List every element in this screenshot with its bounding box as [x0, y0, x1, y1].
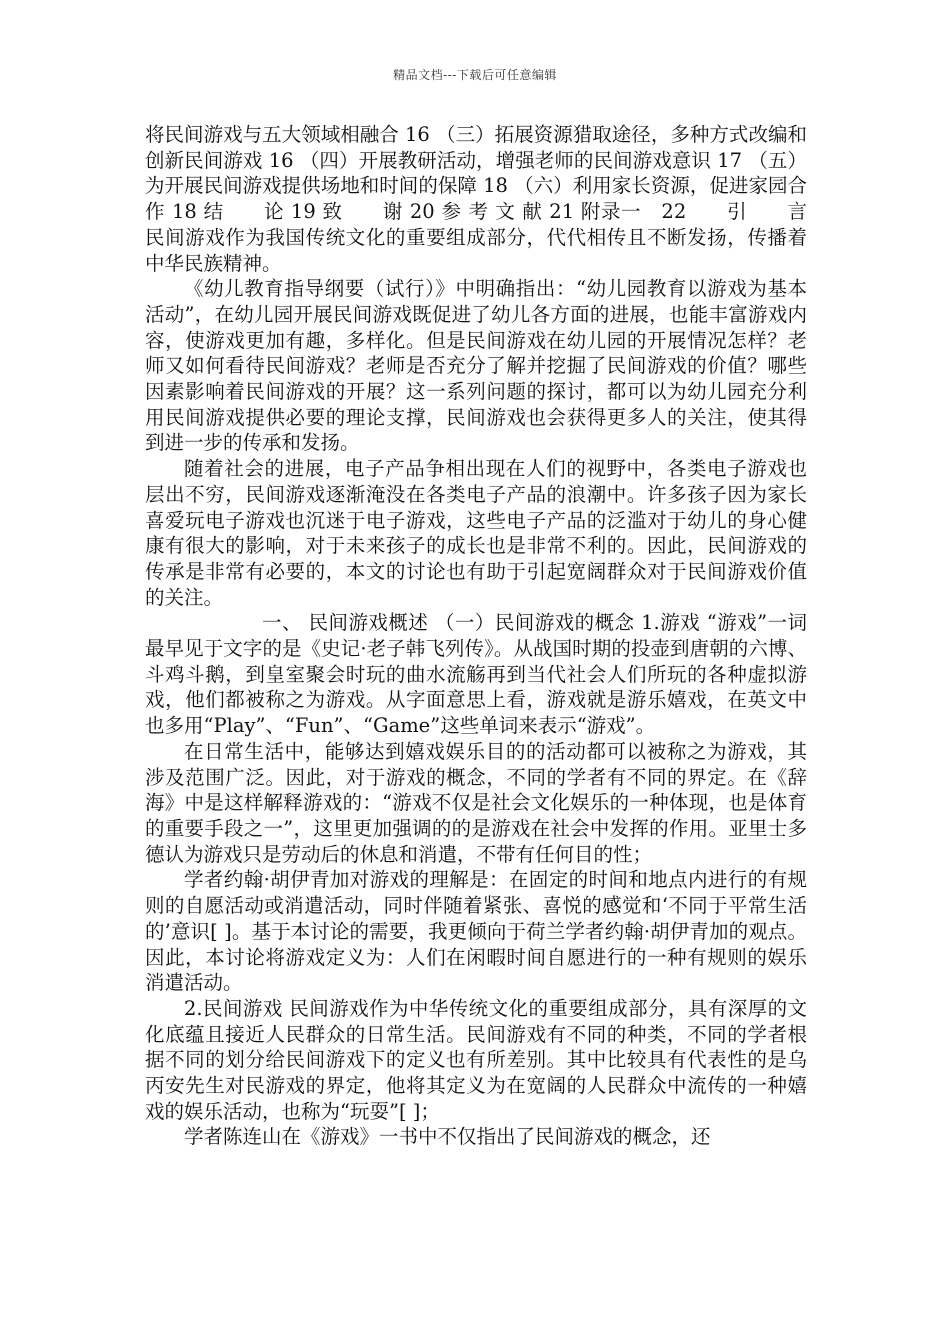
body-paragraph: 随着社会的进展，电子产品争相出现在人们的视野中，各类电子游戏也层出不穷，民间游戏逐渐淹没在各类电子产品的浪潮中。许多孩子因为家长喜爱玩电子游戏也沉迷于电子游戏，这些电子产品的泛滥对于幼儿的身心健康有很大的影响，对于未来孩子的成长也是非常不利的。因此，民间游戏的传承是非常有必要的，本文的讨论也有助于引起宽阔群众对于民间游戏价值的关注。: [145, 457, 807, 609]
body-paragraph: 学者陈连山在《游戏》一书中不仅指出了民间游戏的概念，还: [184, 1125, 711, 1149]
body-paragraph: 2.民间游戏 民间游戏作为中华传统文化的重要组成部分，具有深厚的文化底蕴且接近人民群众的日常生活。民间游戏有不同的种类，不同的学者根据不同的划分给民间游戏下的定义也有所差别。其中比较具有代表性的是乌丙安先生对民游戏的界定，他将其定义为在宽阔的人民群众中流传的一种嬉戏的娱乐活动，也称为“玩耍”[ ]；: [145, 996, 807, 1123]
body-paragraph: 学者约翰·胡伊青加对游戏的理解是：在固定的时间和地点内进行的有规则的自愿活动或消遣活动，同时伴随着紧张、喜悦的感觉和‘不同于平常生活的’意识[ ]。基于本讨论的需要，我更倾向于荷兰学者约翰·胡伊青加的观点。因此，本讨论将游戏定义为：人们在闲暇时间自愿进行的一种有规则的娱乐消遣活动。: [145, 868, 807, 995]
document-body: [145, 122, 807, 1150]
section-heading-paragraph: 一、 民间游戏概述 （一）民间游戏的概念 1.游戏 “游戏”一词最早见于文字的是《史记·老子韩飞列传》。从战国时期的投壶到唐朝的六博、斗鸡斗鹅，到皇室聚会时玩的曲水流觞再到当代社会人们所玩的各种虚拟游戏，他们都被称之为游戏。从字面意思上看，游戏就是游乐嬉戏，在英文中也多用“Play”、“Fun”、“Game”这些单词来表示“游戏”。: [145, 611, 807, 738]
toc-continuation-paragraph: 将民间游戏与五大领域相融合 16 （三）拓展资源猎取途径，多种方式改编和创新民间游戏 16 （四）开展教研活动，增强老师的民间游戏意识 17 （五）为开展民间游戏提供场地和时间的保障 18 （六）利用家长资源，促进家园合作 18 结 论 19 致 谢 20 参 考 文 献 21 附录一 22 引 言 民间游戏作为我国传统文化的重要组成部分，代代相传且不断发扬，传播着中华民族精神。: [145, 123, 807, 275]
body-paragraph: 在日常生活中，能够达到嬉戏娱乐目的的活动都可以被称之为游戏，其涉及范围广泛。因此，对于游戏的概念，不同的学者有不同的界定。在《辞海》中是这样解释游戏的：“游戏不仅是社会文化娱乐的一种体现，也是体育的重要手段之一”，这里更加强调的的是游戏在社会中发挥的作用。亚里士多德认为游戏只是劳动后的休息和消遣，不带有任何目的性；: [145, 739, 807, 866]
body-paragraph: 《幼儿教育指导纲要（试行）》中明确指出：“幼儿园教育以游戏为基本活动”，在幼儿园开展民间游戏既促进了幼儿各方面的进展，也能丰富游戏内容，使游戏更加有趣，多样化。但是民间游戏在幼儿园的开展情况怎样？老师又如何看待民间游戏？老师是否充分了解并挖掘了民间游戏的价值？哪些因素影响着民间游戏的开展？这一系列问题的探讨，都可以为幼儿园充分利用民间游戏提供必要的理论支撑，民间游戏也会获得更多人的关注，使其得到进一步的传承和发扬。: [145, 277, 807, 455]
page-header: 精品文档---下载后可任意编辑: [393, 68, 557, 82]
